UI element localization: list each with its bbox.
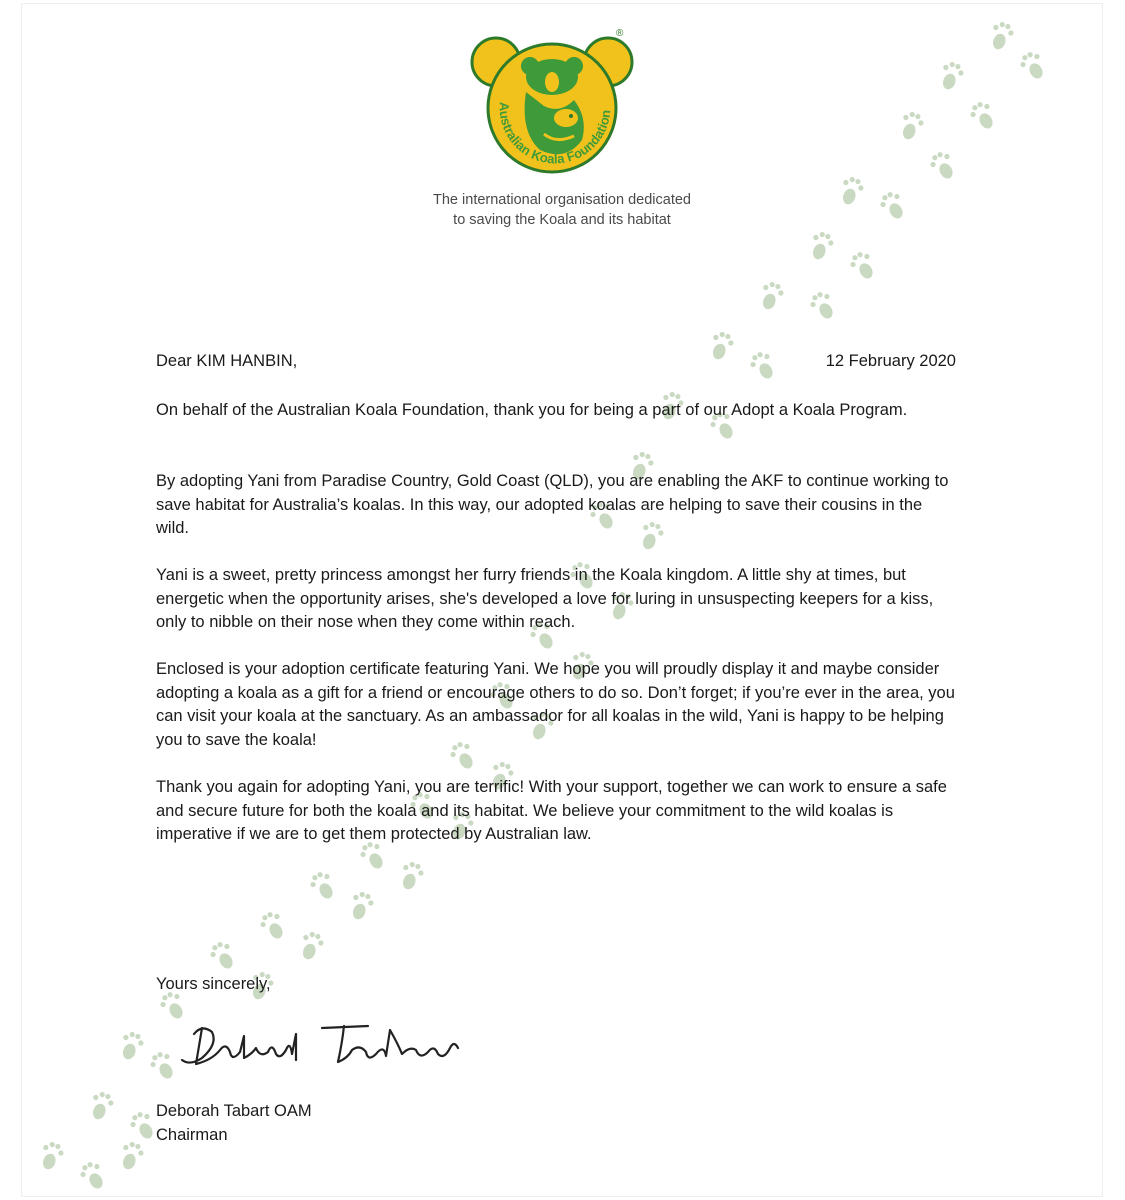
tagline-line-2: to saving the Koala and its habitat [453, 212, 671, 228]
paw-print [847, 249, 879, 284]
paragraph-3: Yani is a sweet, pretty princess amongst her furry friends in the Koala kingdom. A little shy at times, but energetic when the opportunity arises, she's developed a love for luring in unsuspecting keepers for a kiss, only to nibble on their nose when they come within reach. [156, 566, 934, 632]
paw-print [297, 929, 326, 962]
akf-logo [470, 22, 640, 192]
paw-print [877, 189, 909, 224]
paw-print [257, 909, 289, 944]
paw-print [37, 1139, 66, 1172]
paw-print [897, 109, 926, 142]
paw-print [757, 279, 786, 312]
paw-print [307, 869, 339, 904]
paragraph-1: On behalf of the Australian Koala Foundation, thank you for being a part of our Adopt a Koala Program. [156, 401, 908, 419]
paragraph-4: Enclosed is your adoption certificate featuring Yani. We hope you will proudly display it and maybe consider adopting a koala as a gift for a friend or encourage others to do so. Don’t forget; if you’re ever in the area, you can visit your koala at the sanctuary. As an ambassador for all koalas in the wild, Yani is happy to be helping you to save the koala! [156, 660, 955, 749]
letter-date: 12 February 2020 [825, 352, 956, 370]
paw-print [127, 1109, 159, 1144]
paw-print [937, 59, 966, 92]
salutation: Dear KIM HANBIN, [156, 352, 298, 370]
paw-print [117, 1029, 146, 1062]
paw-print [117, 1139, 146, 1172]
closing: Yours sincerely, [156, 975, 271, 993]
paw-print [397, 859, 426, 892]
paragraph-5: Thank you again for adopting Yani, you are terrific! With your support, together we can work to ensure a safe and secure future for both the koala and its habitat. We believe your commitment to the wild koalas is imperative if we are to get them protected by Australian law. [156, 778, 947, 844]
tagline-line-1: The international organisation dedicated [433, 192, 691, 208]
signatory-title: Chairman [156, 1126, 228, 1144]
registered-mark: ® [616, 28, 624, 39]
letter-page [22, 4, 1102, 1196]
signatory-name: Deborah Tabart OAM [156, 1102, 312, 1120]
paw-print [207, 939, 239, 974]
paragraph-2: By adopting Yani from Paradise Country, Gold Coast (QLD), you are enabling the AKF to continue working to save habitat for Australia’s koalas. In this way, our adopted koalas are helping to save their cousins in the wild. [156, 472, 949, 538]
paw-print [1017, 49, 1049, 84]
paw-print [837, 174, 866, 207]
paw-print [87, 1089, 116, 1122]
paw-print [967, 99, 999, 134]
paw-print [807, 229, 836, 262]
logo-org-name: Australian Koala Foundation [496, 101, 614, 167]
paw-print [807, 289, 839, 324]
paw-print [347, 889, 376, 922]
paw-print [927, 149, 959, 184]
paw-print [987, 19, 1016, 52]
handwritten-signature [172, 1014, 492, 1074]
paw-print [77, 1159, 109, 1194]
tagline [342, 190, 782, 230]
